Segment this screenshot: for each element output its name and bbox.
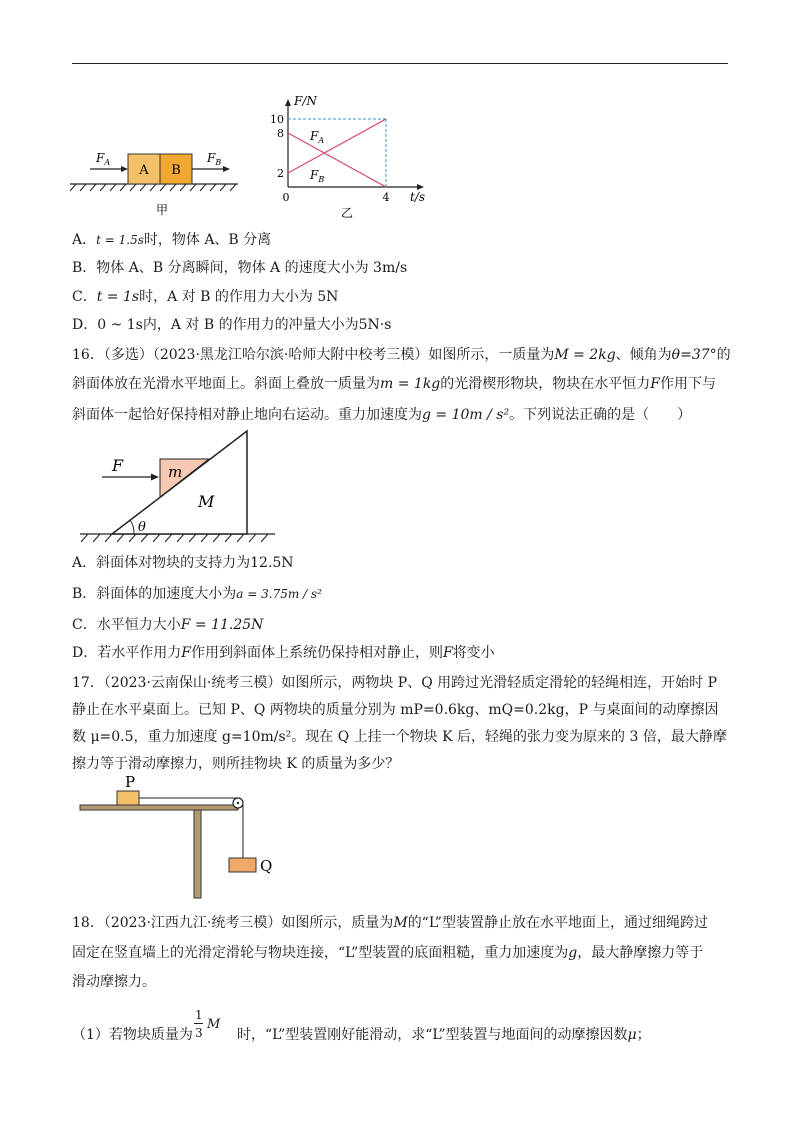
block-p <box>117 791 139 805</box>
theta-label: θ <box>138 520 146 535</box>
figure-jia-caption: 甲 <box>155 203 169 217</box>
q16-line-1: 16．（多选）（2023·黑龙江哈尔滨·哈师大附中校考三模）如图所示，一质量为M = 2kg、倾角为θ=37°的 <box>72 347 731 363</box>
figure-yi-caption: 乙 <box>340 206 354 220</box>
q16-option-a: A．斜面体对物块的支持力为12.5N <box>72 555 294 571</box>
force-fb-label: $F_B$ <box>207 151 222 167</box>
line-fa <box>288 133 386 187</box>
q17-text: 17．（2023·云南保山·统考三模）如图所示，两物块 P、Q 用跨过光滑轻质定滑轮的轻绳相连，开始时 P 静止在水平桌面上。已知 P、Q 两物块的质量分别为 mP=0.6kg、mQ=0.2kg，P 与桌面间的动摩擦因数 μ=0.5，重力加速度 g=10m/s²。现在 Q 上挂一个物块 K 后，轻绳的张力变为原来的 3 倍，最大静摩擦力等于滑动摩擦力，则所挂物块 K 的质量为多少？ <box>72 675 727 772</box>
y-tick-2: 2 <box>277 167 284 180</box>
header-rule <box>72 63 728 64</box>
table-top <box>80 805 238 810</box>
x-axis-label: t/s <box>410 190 426 204</box>
table-leg <box>194 810 201 898</box>
q15-option-b: B．物体 A、B 分离瞬间，物体 A 的速度大小为 3m/s <box>72 260 408 276</box>
q16-option-c: C．水平恒力大小F = 11.25N <box>72 617 264 633</box>
q18-line-2: 固定在竖直墙上的光滑定滑轮与物块连接，“L”型装置的底面粗糙，重力加速度为g，最大静摩擦力等于 <box>72 945 704 961</box>
block-q <box>229 858 256 872</box>
q16-option-d: D．若水平作用力F作用到斜面体上系统仍保持相对静止，则F将变小 <box>72 645 495 661</box>
y-tick-8: 8 <box>277 127 284 140</box>
q15-option-c: C．t = 1s时，A 对 B 的作用力大小为 5N <box>72 289 339 305</box>
line-fb <box>288 119 386 173</box>
q15-option-d: D．0 ~ 1s内，A 对 B 的作用力的冲量大小为5N·s <box>72 317 392 333</box>
q18-line-3: 滑动摩擦力。 <box>72 974 156 990</box>
force-fa-label: $F_A$ <box>96 151 111 167</box>
origin-label: 0 <box>282 191 290 204</box>
block-p-label: P <box>125 773 136 791</box>
q15-option-a: A．t = 1.5s时，物体 A、B 分离 <box>72 232 272 248</box>
q16-line-3: 斜面体一起恰好保持相对静止地向右运动。重力加速度为g = 10m / s²。下列说法正确的是（ ） <box>72 407 692 423</box>
x-tick-4: 4 <box>382 191 390 204</box>
force-f-label: F <box>112 456 124 475</box>
line-fb-label: $F_B$ <box>310 168 325 184</box>
q18-line-1: 18．（2023·江西九江·统考三模）如图所示，质量为M的“L”型装置静止放在水平地面上，通过细绳跨过 <box>72 915 708 931</box>
figure-jia <box>70 140 250 230</box>
y-tick-10: 10 <box>270 113 284 126</box>
block-b-label: B <box>171 163 181 178</box>
big-m-label: M <box>198 492 215 511</box>
figure-yi <box>270 95 440 220</box>
block-a-label: A <box>139 163 149 178</box>
line-fa-label: $F_A$ <box>310 129 325 145</box>
q16-line-2: 斜面体放在光滑水平地面上。斜面上叠放一质量为m = 1kg的光滑楔形物块，物块在水平恒力F作用下与 <box>72 376 716 392</box>
q16-option-b: B．斜面体的加速度大小为a = 3.75m / s² <box>72 586 322 602</box>
figure-q17-pulley <box>80 772 300 900</box>
small-m-label: m <box>168 463 183 481</box>
y-axis-label: F/N <box>294 94 317 108</box>
block-q-label: Q <box>260 857 273 875</box>
figure-q16-incline <box>80 425 280 550</box>
